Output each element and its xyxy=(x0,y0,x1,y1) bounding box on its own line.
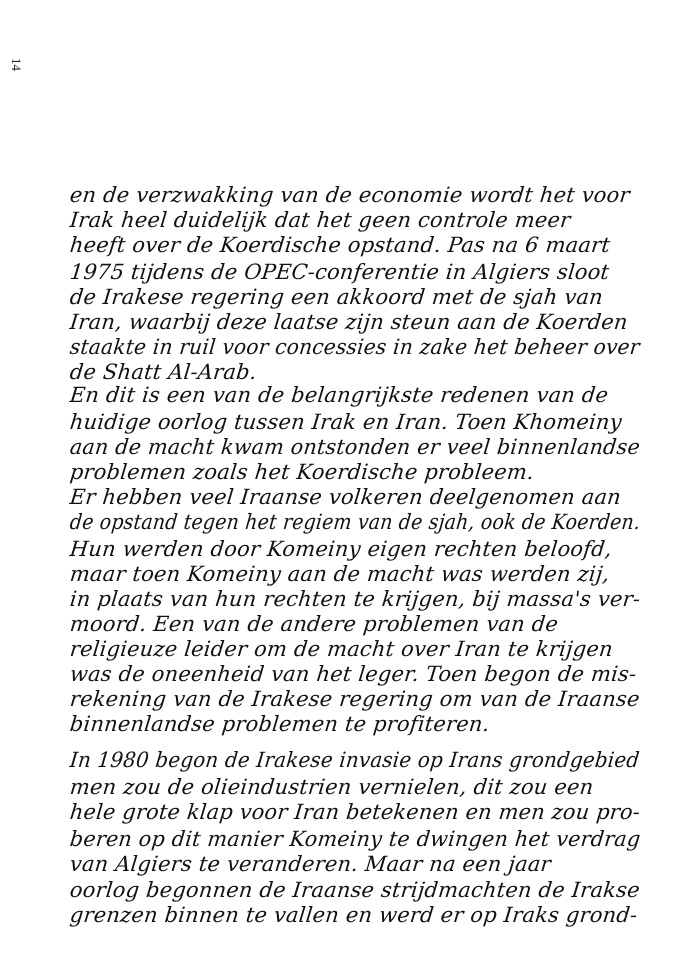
text-line: van Algiers te veranderen. Maar na een jaar xyxy=(68,852,553,876)
text-line: maar toen Komeiny aan de macht was werden zij, xyxy=(68,562,611,586)
text-line: binnenlandse problemen te profiteren. xyxy=(68,712,491,736)
text-line: heeft over de Koerdische opstand. Pas na 6 maart xyxy=(68,233,612,257)
text-line: de Irakese regering een akkoord met de sjah van xyxy=(68,285,605,309)
text-line: Iran, waarbij deze laatse zijn steun aan de Koerden xyxy=(68,310,629,334)
text-line: Hun werden door Komeiny eigen rechten beloofd, xyxy=(68,537,614,561)
text-line: de opstand tegen het regiem van de sjah, ook de Koerden. xyxy=(68,510,642,534)
text-line: problemen zoals het Koerdische probleem. xyxy=(68,460,536,484)
text-line: oorlog begonnen de Iraanse strijdmachten de Irakse xyxy=(68,878,642,902)
text-line: was de oneenheid van het leger. Toen begon de mis- xyxy=(68,662,638,686)
text-line: 1975 tijdens de OPEC-conferentie in Algiers sloot xyxy=(68,260,611,284)
text-line: staakte in ruil voor concessies in zake het beheer over xyxy=(68,335,641,359)
text-line: de Shatt Al-Arab. xyxy=(68,360,259,384)
text-line: En dit is een van de belangrijkste redenen van de xyxy=(68,383,610,407)
text-line: aan de macht kwam ontstonden er veel binnenlandse xyxy=(68,435,642,459)
text-line: moord. Een van de andere problemen van de xyxy=(68,612,560,636)
text-line: Er hebben veel Iraanse volkeren deelgenomen aan xyxy=(68,485,623,509)
text-line: en de verzwakking van de economie wordt het voor xyxy=(68,183,632,207)
text-line: huidige oorlog tussen Irak en Iran. Toen Khomeiny xyxy=(68,410,624,434)
text-line: grenzen binnen te vallen en werd er op Iraks grond- xyxy=(68,903,639,927)
text-line: in plaats van hun rechten te krijgen, bij massa's ver- xyxy=(68,587,642,611)
text-line: men zou de olieindustrien vernielen, dit zou een xyxy=(68,775,595,799)
text-line: beren op dit manier Komeiny te dwingen het verdrag xyxy=(68,827,642,851)
text-line: rekening van de Irakese regering om van de Iraanse xyxy=(68,687,641,711)
text-line: In 1980 begon de Irakese invasie op Irans grondgebied xyxy=(68,748,641,772)
text-line: hele grote klap voor Iran betekenen en men zou pro- xyxy=(68,800,642,824)
page-number: 14 xyxy=(9,58,24,71)
text-line: religieuze leider om de macht over Iran te krijgen xyxy=(68,637,615,661)
text-line: Irak heel duidelijk dat het geen controle meer xyxy=(68,208,572,232)
